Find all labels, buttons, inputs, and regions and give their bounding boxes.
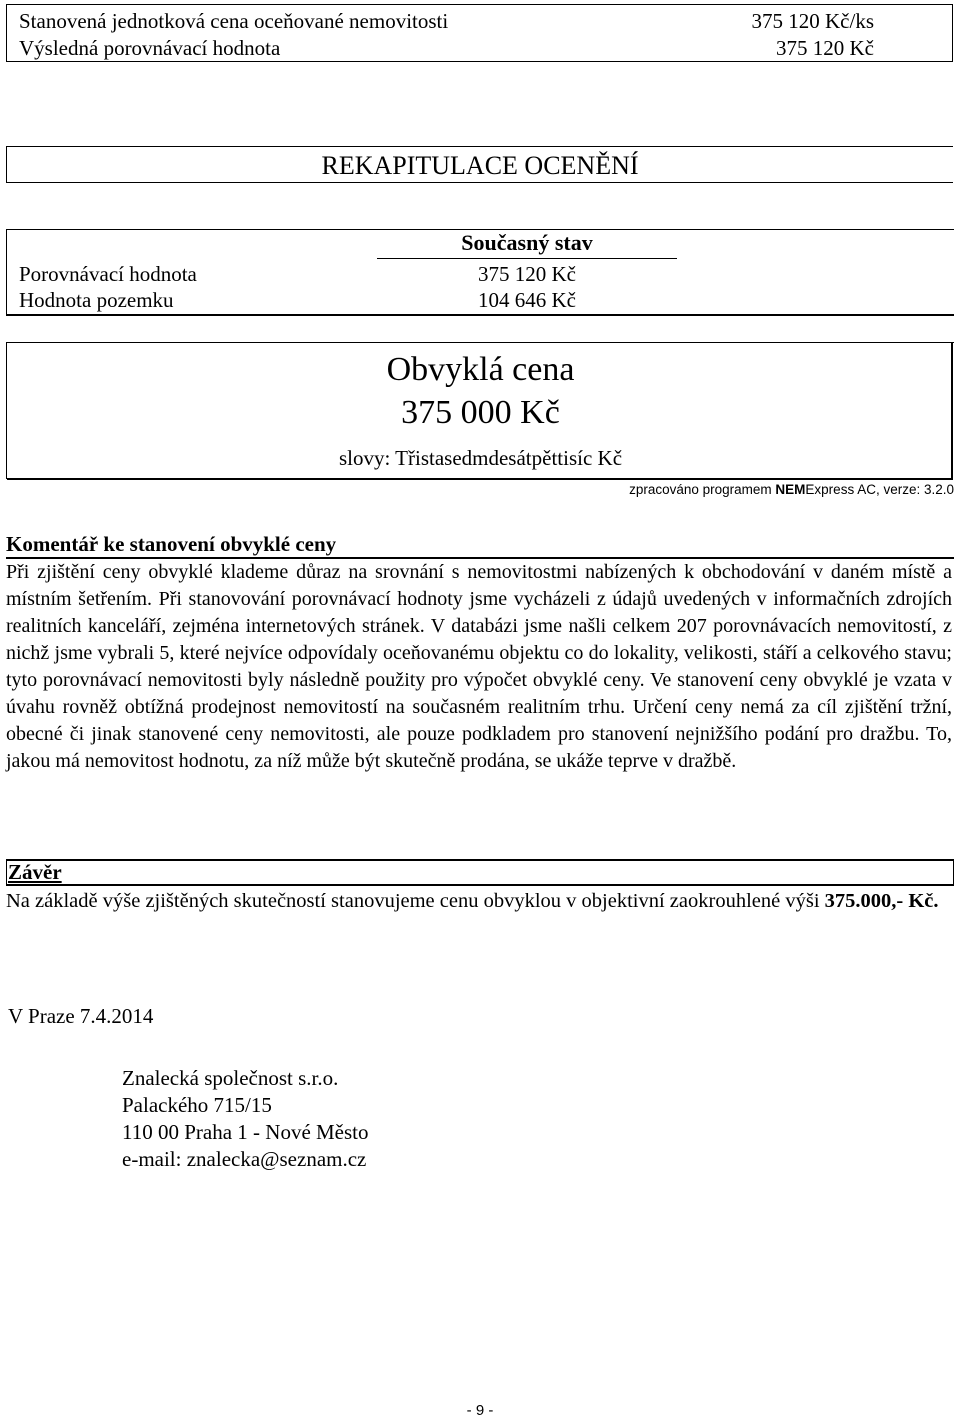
unit-price-label: Stanovená jednotková cena oceňované nemovitosti: [19, 9, 449, 33]
conclusion-heading: Závěr: [8, 860, 62, 884]
company-street: Palackého 715/15: [122, 1093, 272, 1117]
recap-title-box: [6, 146, 953, 183]
usual-price-title: Obvyklá cena: [386, 351, 575, 388]
usual-price-words: slovy: Třistasedmdesátpěttisíc Kč: [338, 446, 623, 470]
unit-price-row: [19, 9, 874, 34]
place-date: V Praze 7.4.2014: [8, 1004, 154, 1028]
conclusion-heading-box: [6, 859, 954, 886]
comment-heading: Komentář ke stanovení obvyklé ceny: [6, 532, 337, 556]
header-underline: [377, 258, 677, 259]
software-note: [560, 482, 954, 497]
comparison-value-label: Porovnávací hodnota: [19, 262, 197, 286]
land-value-amount: 104 646 Kč: [478, 288, 576, 312]
usual-price-value: 375 000 Kč: [401, 394, 560, 431]
comment-text: Při zjištění ceny obvyklé klademe důraz na srovnání s nemovitostmi nabízených k obchodování v daném místě a místním šetřením. Při stanovování porovnávací hodnoty jsme vycházeli z údajů uvedených v informačních zdrojích realitních kanceláří, zejména internetových stránek. V databázi jsme našli celkem 207 porovnávacích nemovitostí, z nichž jsme vybrali 5, které nejvíce odpovídaly oceňovanému objektu co do lokality, velikosti, stáří a celkového stavu; tyto porovnávací nemovitosti byly následně použity pro výpočet obvyklé ceny. Ve stanovení ceny obvyklé je vzata v úvahu rovněž obtížná prodejnost nemovitostí na současném realitním trhu. Určení ceny nemá za cíl zjištění tržní, obecné či jinak stanovené ceny nemovitosti, ale pouze podkladem pro stanovení nejnižšího podání pro dražbu. To, jakou má nemovitost hodnotu, za níž může být skutečně prodána, se ukáže teprve v dražbě.: [6, 561, 952, 772]
software-brand-rest: Express AC, verze: 3.2.0: [805, 482, 954, 497]
current-state-header: Současný stav: [461, 230, 593, 255]
comparison-label: Výsledná porovnávací hodnota: [19, 36, 281, 60]
company-email: e-mail: znalecka@seznam.cz: [122, 1147, 367, 1171]
comparison-value-amount: 375 120 Kč: [478, 262, 576, 286]
land-value-label: Hodnota pozemku: [19, 288, 174, 312]
usual-price-box: [6, 342, 954, 479]
conclusion-amount: 375.000,- Kč.: [824, 890, 939, 912]
company-city: 110 00 Praha 1 - Nové Město: [122, 1120, 369, 1144]
company-name: Znalecká společnost s.r.o.: [122, 1066, 339, 1090]
conclusion-text: [6, 888, 952, 915]
comparison-value: 375 120 Kč: [776, 36, 874, 60]
software-prefix: zpracováno programem: [629, 482, 776, 497]
recap-title: REKAPITULACE OCENĚNÍ: [321, 151, 639, 180]
price-box-right-border: [951, 342, 953, 479]
summary-box: [6, 4, 953, 62]
current-state-table: [6, 229, 954, 316]
page-number: - 9 -: [466, 1402, 494, 1419]
unit-price-value: 375 120 Kč/ks: [751, 9, 874, 33]
conclusion-sentence: Na základě výše zjištěných skutečností stanovujeme cenu obvyklou v objektivní zaokrouhlené výši: [6, 890, 825, 912]
software-brand-bold: NEM: [775, 482, 806, 497]
comparison-value-row: [19, 36, 874, 61]
